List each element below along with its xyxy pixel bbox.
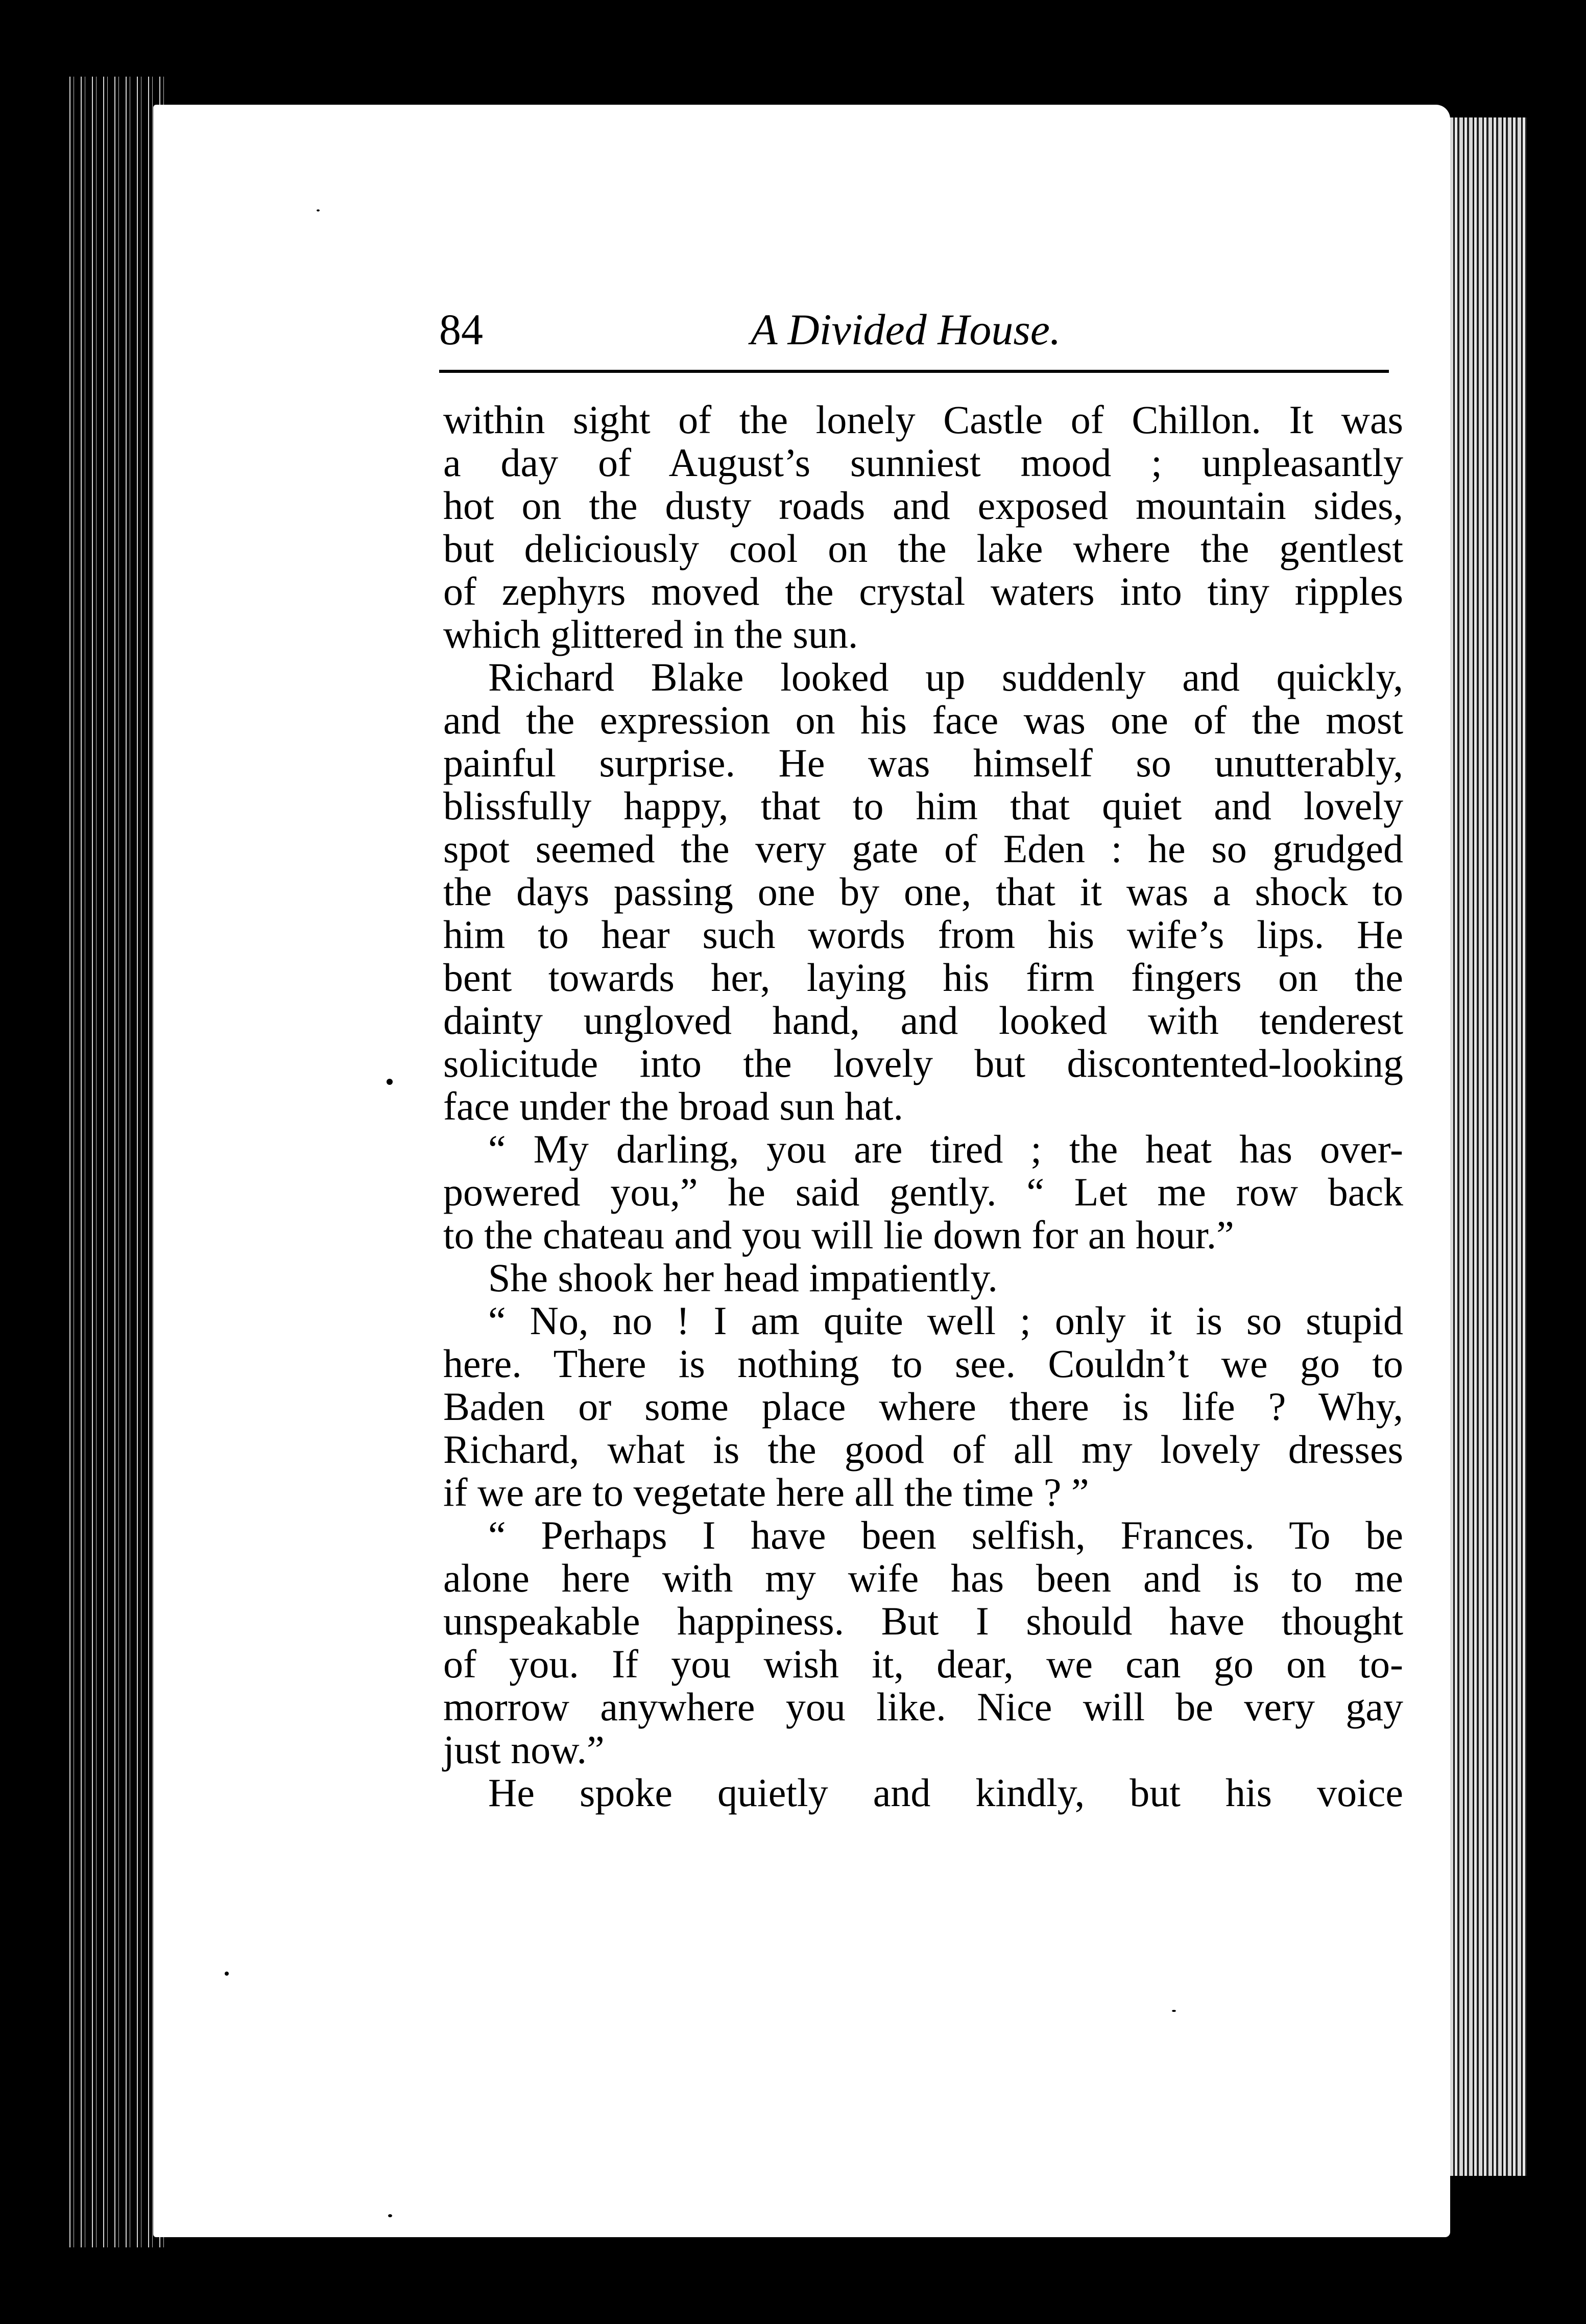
running-title: A Divided House. (751, 305, 1061, 354)
text-line: “ My darling, you are tired ; the heat has over- (488, 1127, 1403, 1171)
speck (1172, 2010, 1176, 2012)
text-line: and the expression on his face was one of the most (443, 698, 1403, 742)
text-line: powered you,” he said gently. “ Let me row back (443, 1170, 1403, 1214)
text-line: unspeakable happiness. But I should have thought (443, 1599, 1403, 1643)
text-line: a day of August’s sunniest mood ; unpleasantly (443, 440, 1403, 485)
speck (317, 209, 320, 211)
text-line: if we are to vegetate here all the time ? ” (443, 1470, 1089, 1514)
text-line: face under the broad sun hat. (443, 1084, 903, 1128)
speck (225, 1972, 229, 1976)
text-line: morrow anywhere you like. Nice will be very gay (443, 1685, 1403, 1729)
text-line: of zephyrs moved the crystal waters into tiny ripples (443, 569, 1403, 613)
text-line: of you. If you wish it, dear, we can go on to- (443, 1642, 1403, 1686)
page-header (439, 301, 1389, 358)
text-line: spot seemed the very gate of Eden : he so grudged (443, 826, 1403, 871)
text-line: solicitude into the lovely but discontented-looking (443, 1041, 1403, 1085)
text-line: him to hear such words from his wife’s lips. He (443, 912, 1403, 957)
text-line: She shook her head impatiently. (488, 1255, 998, 1300)
text-line: just now.” (443, 1727, 605, 1772)
text-line: Richard Blake looked up suddenly and quickly, (488, 655, 1403, 699)
speck (388, 2214, 392, 2217)
text-line: painful surprise. He was himself so unutterably, (443, 741, 1403, 785)
text-line: bent towards her, laying his firm fingers on the (443, 955, 1403, 1000)
text-line: dainty ungloved hand, and looked with tenderest (443, 998, 1403, 1042)
text-line: hot on the dusty roads and exposed mountain sides, (443, 483, 1403, 528)
body-text (443, 398, 1403, 1814)
page-number: 84 (439, 305, 483, 354)
book-right-page-edges (1445, 117, 1527, 2176)
text-line: He spoke quietly and kindly, but his voice (488, 1770, 1403, 1815)
header-rule (439, 370, 1389, 373)
text-line: Baden or some place where there is life ? Why, (443, 1384, 1403, 1429)
text-line: here. There is nothing to see. Couldn’t we go to (443, 1341, 1403, 1386)
text-line: but deliciously cool on the lake where the gentlest (443, 526, 1403, 571)
text-line: “ Perhaps I have been selfish, Frances. To be (488, 1513, 1403, 1557)
text-line: which glittered in the sun. (443, 612, 858, 656)
text-line: the days passing one by one, that it was a shock to (443, 869, 1403, 914)
speck (387, 1079, 393, 1085)
text-line: within sight of the lonely Castle of Chillon. It was (443, 397, 1403, 442)
text-line: “ No, no ! I am quite well ; only it is so stupid (488, 1298, 1403, 1343)
text-line: Richard, what is the good of all my lovely dresses (443, 1427, 1403, 1472)
text-line: blissfully happy, that to him that quiet and lovely (443, 784, 1403, 828)
text-line: alone here with my wife has been and is to me (443, 1556, 1403, 1600)
text-line: to the chateau and you will lie down for an hour.” (443, 1213, 1234, 1257)
